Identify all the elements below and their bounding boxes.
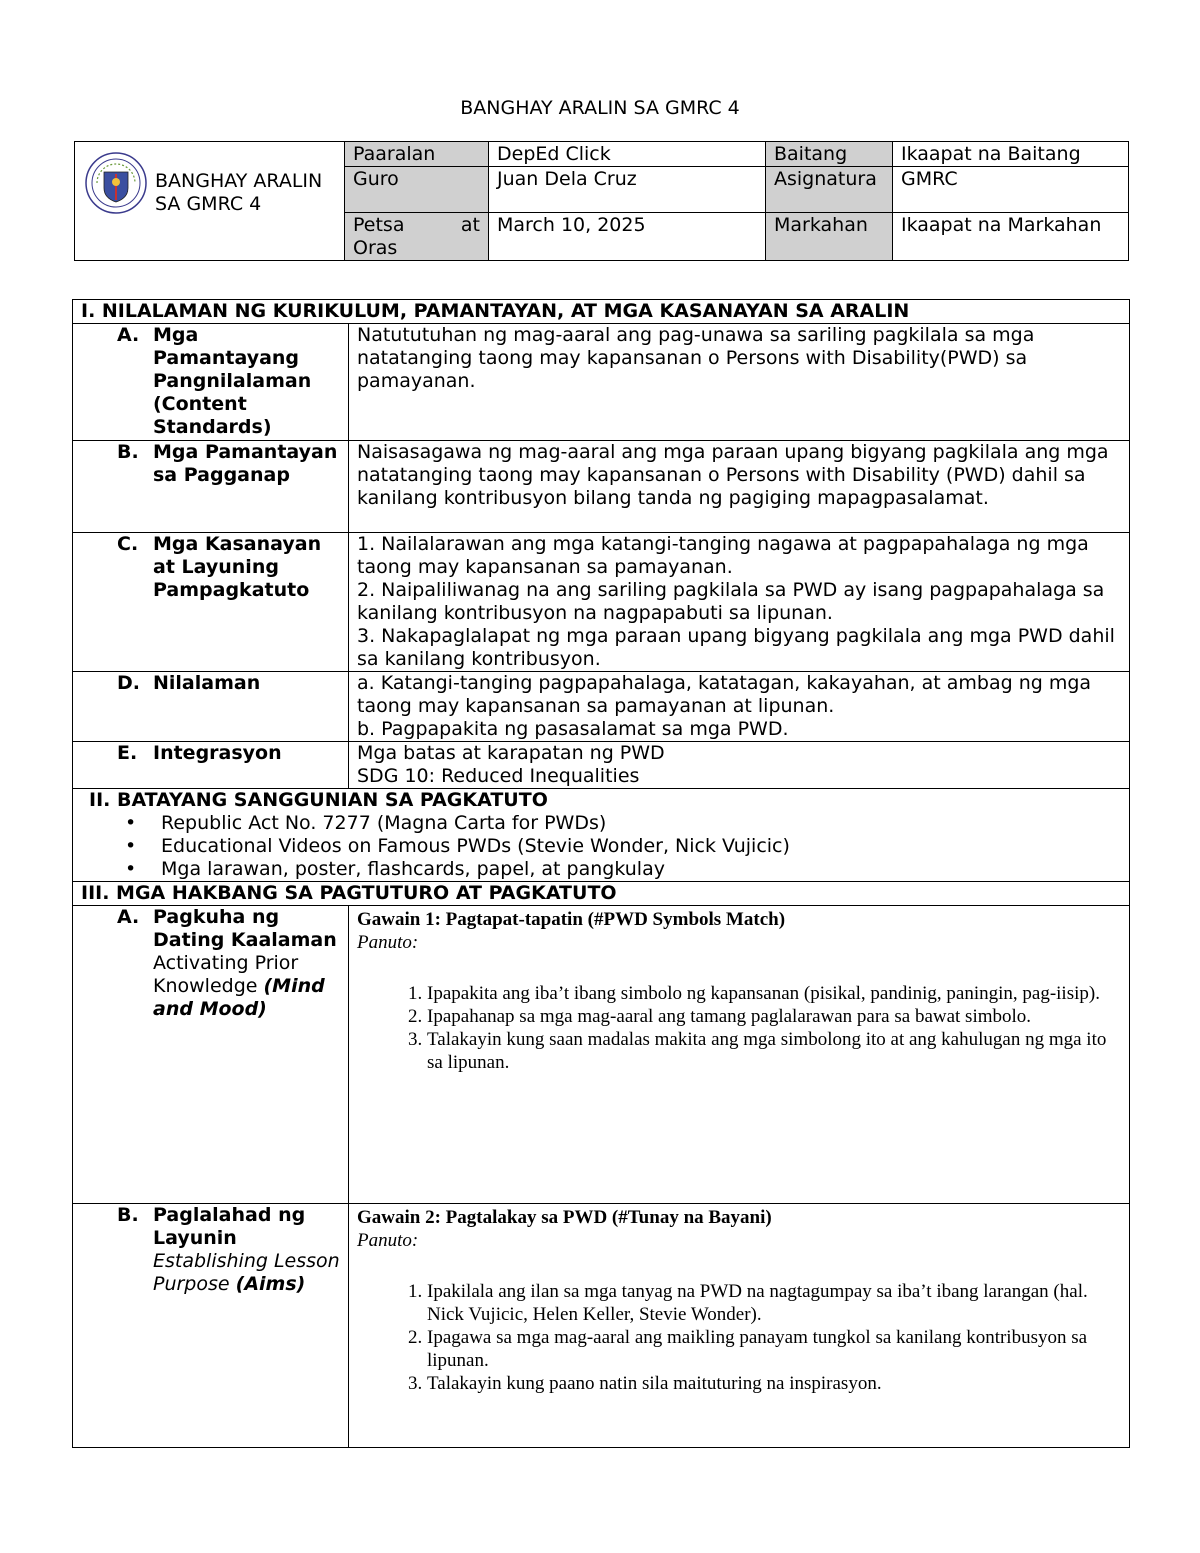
list-item: 1. Ipapakita ang iba’t ibang simbolo ng kapansanan (pisikal, pandinig, paningin, pag-iisip). [427, 982, 1121, 1005]
page-title: BANGHAY ARALIN SA GMRC 4 [460, 97, 740, 119]
list-item: • Educational Videos on Famous PWDs (Stevie Wonder, Nick Vujicic) [125, 835, 1121, 858]
label-paaralan: Paaralan [345, 142, 489, 167]
activity-title: Gawain 2: Pagtalakay sa PWD (#Tunay na Bayani) [357, 1207, 772, 1228]
row-letter: D. [117, 672, 140, 694]
row-content: 2. Naipaliliwanag na ang sariling pagkilala sa PWD ay isang pagpapahalaga sa kanilang kontribusyon na nagpapabuti sa lipunan. [357, 579, 1105, 624]
section-1-heading: I. NILALAMAN NG KURIKULUM, PAMANTAYAN, AT MGA KASANAYAN SA ARALIN [73, 300, 1130, 324]
instructions-label: Panuto: [357, 1230, 419, 1251]
value-guro: Juan Dela Cruz [489, 167, 766, 213]
logo-cell [75, 142, 345, 261]
label-guro: Guro [345, 167, 489, 213]
row-letter: B. [117, 1204, 139, 1226]
row-sublabel: Establishing Lesson Purpose [153, 1250, 340, 1295]
header-table [74, 141, 1129, 261]
list-item: • Republic Act No. 7277 (Magna Carta for PWDs) [125, 812, 1121, 835]
row-content: 3. Nakapaglalapat ng mga paraan upang bigyang pagkilala ang mga PWD dahil sa kanilang kontribusyon. [357, 625, 1115, 670]
deped-seal-icon [85, 152, 147, 214]
label-at: at [460, 214, 480, 236]
row-content: Mga batas at karapatan ng PWD [357, 742, 665, 764]
row-letter: B. [117, 441, 139, 463]
label-baitang: Baitang [766, 142, 893, 167]
lesson-plan-table [72, 299, 1130, 1448]
steps-list [357, 1280, 1121, 1395]
value-paaralan: DepEd Click [489, 142, 766, 167]
label-asignatura: Asignatura [766, 167, 893, 213]
row-sublabel: Activating Prior Knowledge [153, 952, 299, 997]
row-letter: C. [117, 533, 139, 555]
header-logo-title: BANGHAY ARALIN SA GMRC 4 [155, 170, 323, 215]
label-petsa-oras [345, 213, 489, 261]
row-label: Mga Kasanayan at Layuning Pampagkatuto [153, 533, 322, 601]
row-content: 1. Nailalarawan ang mga katangi-tanging nagawa at pagpapahalaga ng mga taong may kapansanan sa pamayanan. [357, 533, 1089, 578]
value-markahan: Ikaapat na Markahan [893, 213, 1129, 261]
row-label: Integrasyon [153, 742, 282, 764]
row-content: Naisasagawa ng mag-aaral ang mga paraan upang bigyang pagkilala ang mga natatanging taong may kapansanan o Persons with Disability (PWD) dahil sa kanilang kontribusyon bilang tanda ng pagiging mapagpasalamat. [357, 441, 1109, 509]
table-row [73, 742, 1130, 789]
row-label: Paglalahad ng Layunin [153, 1204, 306, 1249]
instructions-label: Panuto: [357, 932, 419, 953]
table-row [73, 324, 1130, 441]
table-row [73, 1204, 1130, 1448]
value-baitang: Ikaapat na Baitang [893, 142, 1129, 167]
section-2-heading: II. BATAYANG SANGGUNIAN SA PAGKATUTO [89, 789, 548, 811]
list-item: 2. Ipagawa sa mga mag-aaral ang maikling panayam tungkol sa kanilang kontribusyon sa lipunan. [427, 1326, 1121, 1372]
table-row [73, 441, 1130, 533]
label-petsa: Petsa [353, 214, 405, 236]
row-content: a. Katangi-tanging pagpapahalaga, katatagan, kakayahan, at ambag ng mga taong may kapansanan sa pamayanan at lipunan. [357, 672, 1092, 717]
table-row [73, 672, 1130, 742]
list-item: • Mga larawan, poster, flashcards, papel, at pangkulay [125, 858, 1121, 881]
row-sublabel-aims: (Aims) [235, 1273, 306, 1295]
value-petsa: March 10, 2025 [489, 213, 766, 261]
list-item: 3. Talakayin kung saan madalas makita ang mga simbolong ito at ang kahulugan ng mga ito sa lipunan. [427, 1028, 1121, 1074]
row-letter: A. [117, 324, 140, 346]
table-row [73, 906, 1130, 1204]
list-item: 3. Talakayin kung paano natin sila maituturing na inspirasyon. [427, 1372, 1121, 1395]
row-label: Mga Pamantayang Pangnilalaman (Content Standards) [153, 324, 312, 438]
list-item: 1. Ipakilala ang ilan sa mga tanyag na PWD na nagtagumpay sa iba’t ibang larangan (hal. Nick Vujicic, Helen Keller, Stevie Wonder). [427, 1280, 1121, 1326]
row-sublabel-aims: (Mind and Mood) [153, 975, 325, 1020]
row-content: Natututuhan ng mag-aaral ang pag-unawa sa sariling pagkilala sa mga natatanging taong may kapansanan o Persons with Disability(PWD) sa pamayanan. [357, 324, 1035, 392]
row-letter: A. [117, 906, 140, 928]
steps-list [357, 982, 1121, 1074]
activity-title: Gawain 1: Pagtapat-tapatin (#PWD Symbols Match) [357, 909, 786, 930]
references-list [81, 812, 1121, 881]
label-oras: Oras [353, 237, 398, 259]
value-asignatura: GMRC [893, 167, 1129, 213]
list-item: 2. Ipapahanap sa mga mag-aaral ang tamang paglalarawan para sa bawat simbolo. [427, 1005, 1121, 1028]
row-label: Mga Pamantayan sa Pagganap [153, 441, 338, 486]
label-markahan: Markahan [766, 213, 893, 261]
row-label: Pagkuha ng Dating Kaalaman [153, 906, 337, 951]
row-label: Nilalaman [153, 672, 261, 694]
table-row [73, 533, 1130, 672]
row-content: SDG 10: Reduced Inequalities [357, 765, 640, 787]
row-content: b. Pagpapakita ng pasasalamat sa mga PWD. [357, 718, 789, 740]
row-letter: E. [117, 742, 138, 764]
section-3-heading: III. MGA HAKBANG SA PAGTUTURO AT PAGKATUTO [73, 882, 1130, 906]
